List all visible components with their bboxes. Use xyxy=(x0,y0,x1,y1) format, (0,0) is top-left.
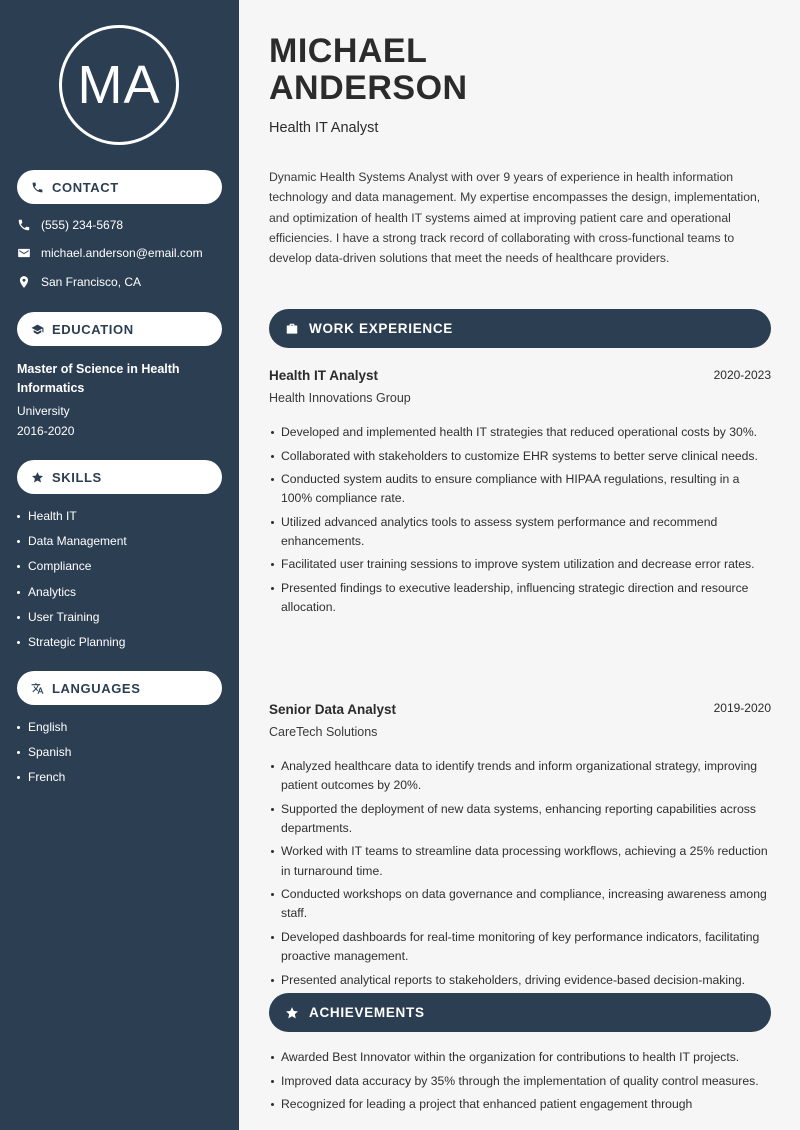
bullet-item: Collaborated with stakeholders to customize EHR systems to better serve clinical needs. xyxy=(269,447,769,466)
job-title-headline: Health IT Analyst xyxy=(269,120,379,136)
bullet-item: Developed and implemented health IT strategies that reduced operational costs by 30%. xyxy=(269,423,769,442)
achievement-item: Awarded Best Innovator within the organization for contributions to health IT projects. xyxy=(269,1048,769,1067)
achievements-list xyxy=(269,1048,769,1119)
job-dates: 2020-2023 xyxy=(713,368,771,382)
achievements-heading: ACHIEVEMENTS xyxy=(309,1005,425,1020)
contact-heading-pill xyxy=(17,170,222,204)
phone-icon xyxy=(17,218,31,232)
bullet-item: Analyzed healthcare data to identify trends and inform organizational strategy, improving patient outcomes by 20%. xyxy=(269,757,769,795)
contact-heading: CONTACT xyxy=(52,179,119,195)
contact-phone-row xyxy=(17,218,123,232)
bullet-item: Utilized advanced analytics tools to assess system performance and recommend enhancements. xyxy=(269,513,769,551)
job-bullets xyxy=(269,423,769,622)
skill-item: Compliance xyxy=(17,554,127,579)
work-experience-heading: WORK EXPERIENCE xyxy=(309,321,454,336)
skill-item: Analytics xyxy=(17,580,127,605)
bullet-item: Conducted system audits to ensure compliance with HIPAA regulations, resulting in a 100% compliance rate. xyxy=(269,470,769,508)
bullet-item: Presented findings to executive leadership, influencing strategic direction and resource allocation. xyxy=(269,579,769,617)
skill-item: Health IT xyxy=(17,504,127,529)
avatar: MA xyxy=(59,25,179,145)
star-icon xyxy=(31,471,44,484)
job-title: Health IT Analyst xyxy=(269,368,379,383)
summary-paragraph: Dynamic Health Systems Analyst with over 9 years of experience in health information technology and data management. My expertise encompasses the design, implementation, and optimization of health IT systems aimed at improving patient care and operational efficiencies. I have a strong track record of collaborating with cross-functional teams to develop data-driven solutions that meet the needs of healthcare providers. xyxy=(269,170,761,266)
phone-icon xyxy=(31,181,44,194)
star-icon xyxy=(285,1006,299,1020)
graduation-cap-icon xyxy=(31,323,44,336)
achievement-item: Improved data accuracy by 35% through the implementation of quality control measures. xyxy=(269,1072,769,1091)
skills-heading-pill xyxy=(17,460,222,494)
education-years: 2016-2020 xyxy=(17,424,75,438)
bullet-item: Supported the deployment of new data systems, enhancing reporting capabilities across departments. xyxy=(269,800,769,838)
language-item: French xyxy=(17,765,71,790)
education-heading: EDUCATION xyxy=(52,321,134,337)
briefcase-icon xyxy=(285,322,299,336)
bullet-item: Worked with IT teams to streamline data processing workflows, achieving a 25% reduction in turnaround time. xyxy=(269,842,769,880)
contact-phone: (555) 234-5678 xyxy=(41,218,124,232)
email-icon xyxy=(17,246,31,260)
bullet-item: Facilitated user training sessions to improve system utilization and decrease error rates. xyxy=(269,555,769,574)
name-first: MICHAEL xyxy=(269,32,428,70)
sidebar xyxy=(0,0,239,1130)
education-school: University xyxy=(17,404,70,418)
job-title: Senior Data Analyst xyxy=(269,702,397,717)
skills-list xyxy=(17,504,127,655)
achievement-item: Recognized for leading a project that enhanced patient engagement through xyxy=(269,1095,769,1114)
skill-item: Strategic Planning xyxy=(17,630,127,655)
full-name xyxy=(269,33,689,107)
skills-heading: SKILLS xyxy=(52,469,102,485)
bullet-item: Conducted workshops on data governance and compliance, increasing awareness among staff. xyxy=(269,885,769,923)
languages-list xyxy=(17,715,71,791)
contact-location: San Francisco, CA xyxy=(41,275,142,289)
job-company: Health Innovations Group xyxy=(269,391,411,405)
translate-icon xyxy=(31,682,44,695)
education-heading-pill xyxy=(17,312,222,346)
language-item: English xyxy=(17,715,71,740)
bullet-item: Presented analytical reports to stakeholders, driving evidence-based decision-making. xyxy=(269,971,769,990)
skill-item: User Training xyxy=(17,605,127,630)
bullet-item: Developed dashboards for real-time monitoring of key performance indicators, facilitating proactive management. xyxy=(269,928,769,966)
contact-email-row xyxy=(17,246,203,260)
job-bullets xyxy=(269,757,769,994)
skill-item: Data Management xyxy=(17,529,127,554)
languages-heading: LANGUAGES xyxy=(52,680,141,696)
contact-email: michael.anderson@email.com xyxy=(41,246,203,260)
contact-location-row xyxy=(17,275,141,289)
location-pin-icon xyxy=(17,275,31,289)
job-dates: 2019-2020 xyxy=(713,701,771,715)
language-item: Spanish xyxy=(17,740,71,765)
achievements-heading-pill xyxy=(269,993,771,1032)
job-company: CareTech Solutions xyxy=(269,725,378,739)
languages-heading-pill xyxy=(17,671,222,705)
name-last: ANDERSON xyxy=(269,69,468,107)
work-experience-heading-pill xyxy=(269,309,771,348)
education-degree: Master of Science in Health Informatics xyxy=(17,362,180,395)
